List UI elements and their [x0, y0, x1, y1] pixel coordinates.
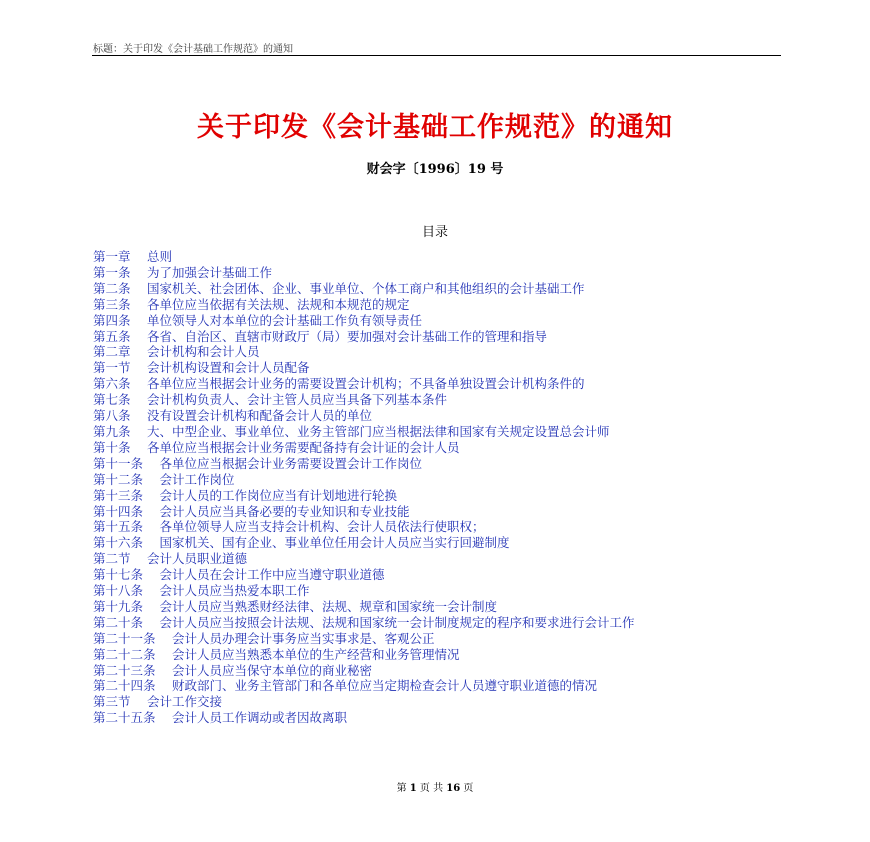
toc-item[interactable]: 第十九条 会计人员应当熟悉财经法律、法规、规章和国家统一会计制度	[93, 598, 497, 614]
toc-item[interactable]: 第十条 各单位应当根据会计业务需要配备持有会计证的会计人员	[93, 439, 460, 455]
toc-item[interactable]: 第二章 会计机构和会计人员	[93, 344, 260, 360]
toc-item[interactable]: 第九条 大、中型企业、事业单位、业务主管部门应当根据法律和国家有关规定设置总会计师	[93, 423, 610, 439]
toc-item[interactable]: 第一节 会计机构设置和会计人员配备	[93, 360, 310, 376]
toc-item[interactable]: 第二十一条 会计人员办理会计事务应当实事求是、客观公正	[93, 630, 435, 646]
toc-item[interactable]: 第十一条 各单位应当根据会计业务需要设置会计工作岗位	[93, 455, 422, 471]
current-page-number: 1	[409, 783, 417, 794]
header-divider	[92, 55, 781, 56]
document-title: 关于印发《会计基础工作规范》的通知	[197, 112, 673, 143]
toc-item[interactable]: 第四条 单位领导人对本单位的会计基础工作负有领导责任	[93, 312, 422, 328]
toc-item[interactable]: 第十三条 会计人员的工作岗位应当有计划地进行轮换	[93, 487, 397, 503]
total-pages: 16	[446, 783, 461, 794]
toc-item[interactable]: 第十七条 会计人员在会计工作中应当遵守职业道德	[93, 567, 385, 583]
toc-item[interactable]: 第十四条 会计人员应当具备必要的专业知识和专业技能	[93, 503, 410, 519]
toc-item[interactable]: 第七条 会计机构负责人、会计主管人员应当具备下列基本条件	[93, 392, 447, 408]
toc-item[interactable]: 第五条 各省、自治区、直辖市财政厅（局）要加强对会计基础工作的管理和指导	[93, 328, 547, 344]
toc-item[interactable]: 第二十四条 财政部门、业务主管部门和各单位应当定期检查会计人员遵守职业道德的情况	[93, 678, 597, 694]
footer-middle: 页 共	[419, 783, 444, 794]
toc-item[interactable]: 第二条 国家机关、社会团体、企业、事业单位、个体工商户和其他组织的会计基础工作	[93, 280, 585, 296]
toc-item[interactable]: 第十六条 国家机关、国有企业、事业单位任用会计人员应当实行回避制度	[93, 535, 510, 551]
toc-item[interactable]: 第二十二条 会计人员应当熟悉本单位的生产经营和业务管理情况	[93, 646, 460, 662]
toc-item[interactable]: 第三条 各单位应当依据有关法规、法规和本规范的规定	[93, 296, 410, 312]
footer-prefix: 第	[396, 783, 407, 794]
toc-item[interactable]: 第一章 总则	[93, 249, 172, 264]
toc-item[interactable]: 第三节 会计工作交接	[93, 694, 222, 710]
toc-item[interactable]: 第二十五条 会计人员工作调动或者因故离职	[93, 710, 347, 726]
table-of-contents	[93, 249, 783, 726]
toc-item[interactable]: 第八条 没有设置会计机构和配备会计人员的单位	[93, 408, 372, 424]
toc-item[interactable]: 第六条 各单位应当根据会计业务的需要设置会计机构；不具备单独设置会计机构条件的	[93, 376, 585, 392]
page-footer	[0, 779, 870, 794]
toc-heading: 目录	[421, 225, 448, 240]
toc-item[interactable]: 第二节 会计人员职业道德	[93, 551, 247, 567]
footer-suffix: 页	[463, 783, 474, 794]
running-header: 标题：关于印发《会计基础工作规范》的通知	[93, 44, 293, 55]
toc-item[interactable]: 第二十三条 会计人员应当保守本单位的商业秘密	[93, 662, 372, 678]
toc-item[interactable]: 第十八条 会计人员应当热爱本职工作	[93, 583, 310, 599]
toc-item[interactable]: 第一条 为了加强会计基础工作	[93, 264, 272, 280]
toc-item[interactable]: 第十五条 各单位领导人应当支持会计机构、会计人员依法行使职权；	[93, 519, 485, 535]
toc-item[interactable]: 第二十条 会计人员应当按照会计法规、法规和国家统一会计制度规定的程序和要求进行会计工作	[93, 614, 635, 630]
toc-item[interactable]: 第十二条 会计工作岗位	[93, 471, 235, 487]
document-number: 财会字〔1996〕19 号	[366, 162, 504, 177]
